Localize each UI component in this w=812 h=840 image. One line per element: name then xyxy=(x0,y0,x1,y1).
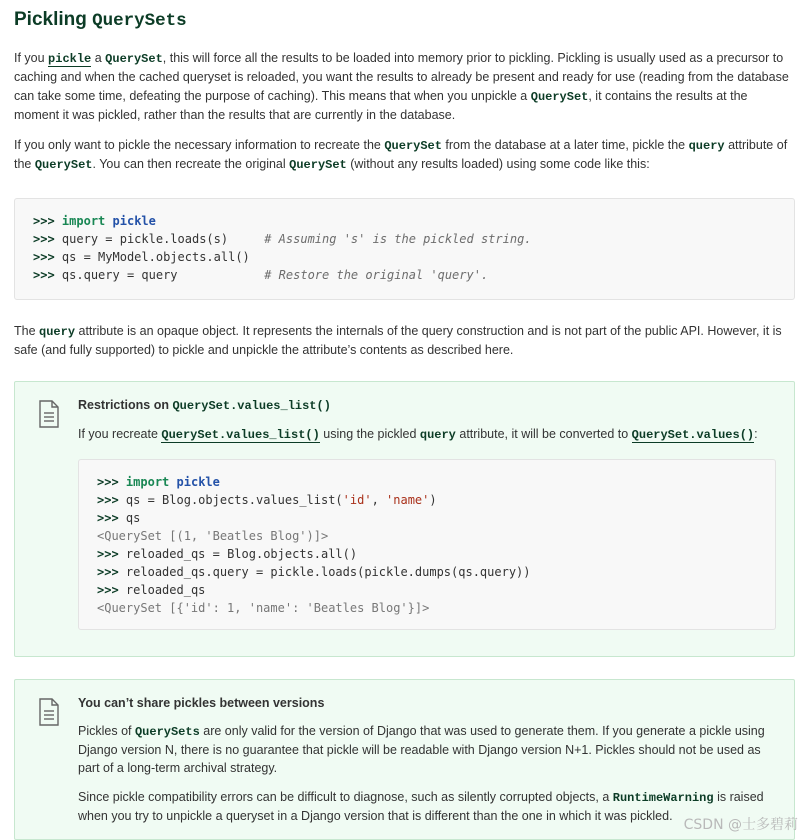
note-body: Pickles of QuerySets are only valid for the version of Django that was used to generate them. If you generate a pickle using Django version N, there is no guarantee that pickle will be readable with Django version N+1. Pickles should not be used as part of a long-term archival strategy. xyxy=(78,723,765,776)
values-list-link[interactable]: QuerySet.values_list() xyxy=(161,428,320,443)
note-title: You can’t share pickles between versions xyxy=(78,695,325,710)
paragraph-query-attribute: The query attribute is an opaque object. It represents the internals of the query construction and is not part of the public API. However, it is safe (and fully supported) to pickle and unpickle the attribute’s contents as described here. xyxy=(14,323,782,358)
document-icon xyxy=(37,698,61,726)
values-link[interactable]: QuerySet.values() xyxy=(631,428,755,443)
code-example-values-list: >>> import pickle >>> qs = Blog.objects.values_list('id', 'name') >>> qs <QuerySet [(1, 'Beatles Blog')]> >>> reloaded_qs = Blog.objects.all() >>> reloaded_qs.query = pickle.loads(pickle.dumps(qs.query)) >>> reloaded_qs <QuerySet [{'id': 1, 'name': 'Beatles Blog'}]> xyxy=(78,459,776,630)
note-body-2: Since pickle compatibility errors can be difficult to diagnose, such as silently corrupted objects, a RuntimeWarning is raised when you try to unpickle a queryset in a Django version that is different than the one in which it was pickled. xyxy=(78,789,764,823)
paragraph-pickle-query: If you only want to pickle the necessary information to recreate the QuerySet from the database at a later time, pickle the query attribute of the QuerySet. You can then recreate the original QuerySet (without any results loaded) using some code like this: xyxy=(14,138,788,173)
document-icon xyxy=(37,400,61,428)
page-content xyxy=(14,0,795,840)
page-title-code: QuerySets xyxy=(92,11,187,31)
note-title: Restrictions on QuerySet.values_list() xyxy=(78,398,331,414)
paragraph-pickle-intro: If you pickle a QuerySet, this will force all the results to be loaded into memory prior to pickling. Pickling is usually used as a precursor to caching and when the cached queryset is reloaded, you want the results to already be present and ready for use (reading from the database can take some time, defeating the purpose of caching). This means that when you unpickle a QuerySet, it contains the results at the moment it was pickled, rather than the results that are currently in the database. xyxy=(14,51,789,122)
pickle-link[interactable]: pickle xyxy=(48,52,92,66)
note-values-list xyxy=(14,381,795,656)
note-body: If you recreate QuerySet.values_list() using the pickled query attribute, it will be converted to QuerySet.values(): xyxy=(78,427,758,443)
page-title: Pickling QuerySets xyxy=(14,9,187,31)
code-example-pickle: >>> import pickle >>> query = pickle.loads(s) # Assuming 's' is the pickled string. >>> qs = MyModel.objects.all() >>> qs.query = query # Restore the original 'query'. xyxy=(14,198,795,300)
note-pickle-versions xyxy=(14,679,795,840)
watermark: CSDN @士多碧莉 xyxy=(683,817,798,833)
